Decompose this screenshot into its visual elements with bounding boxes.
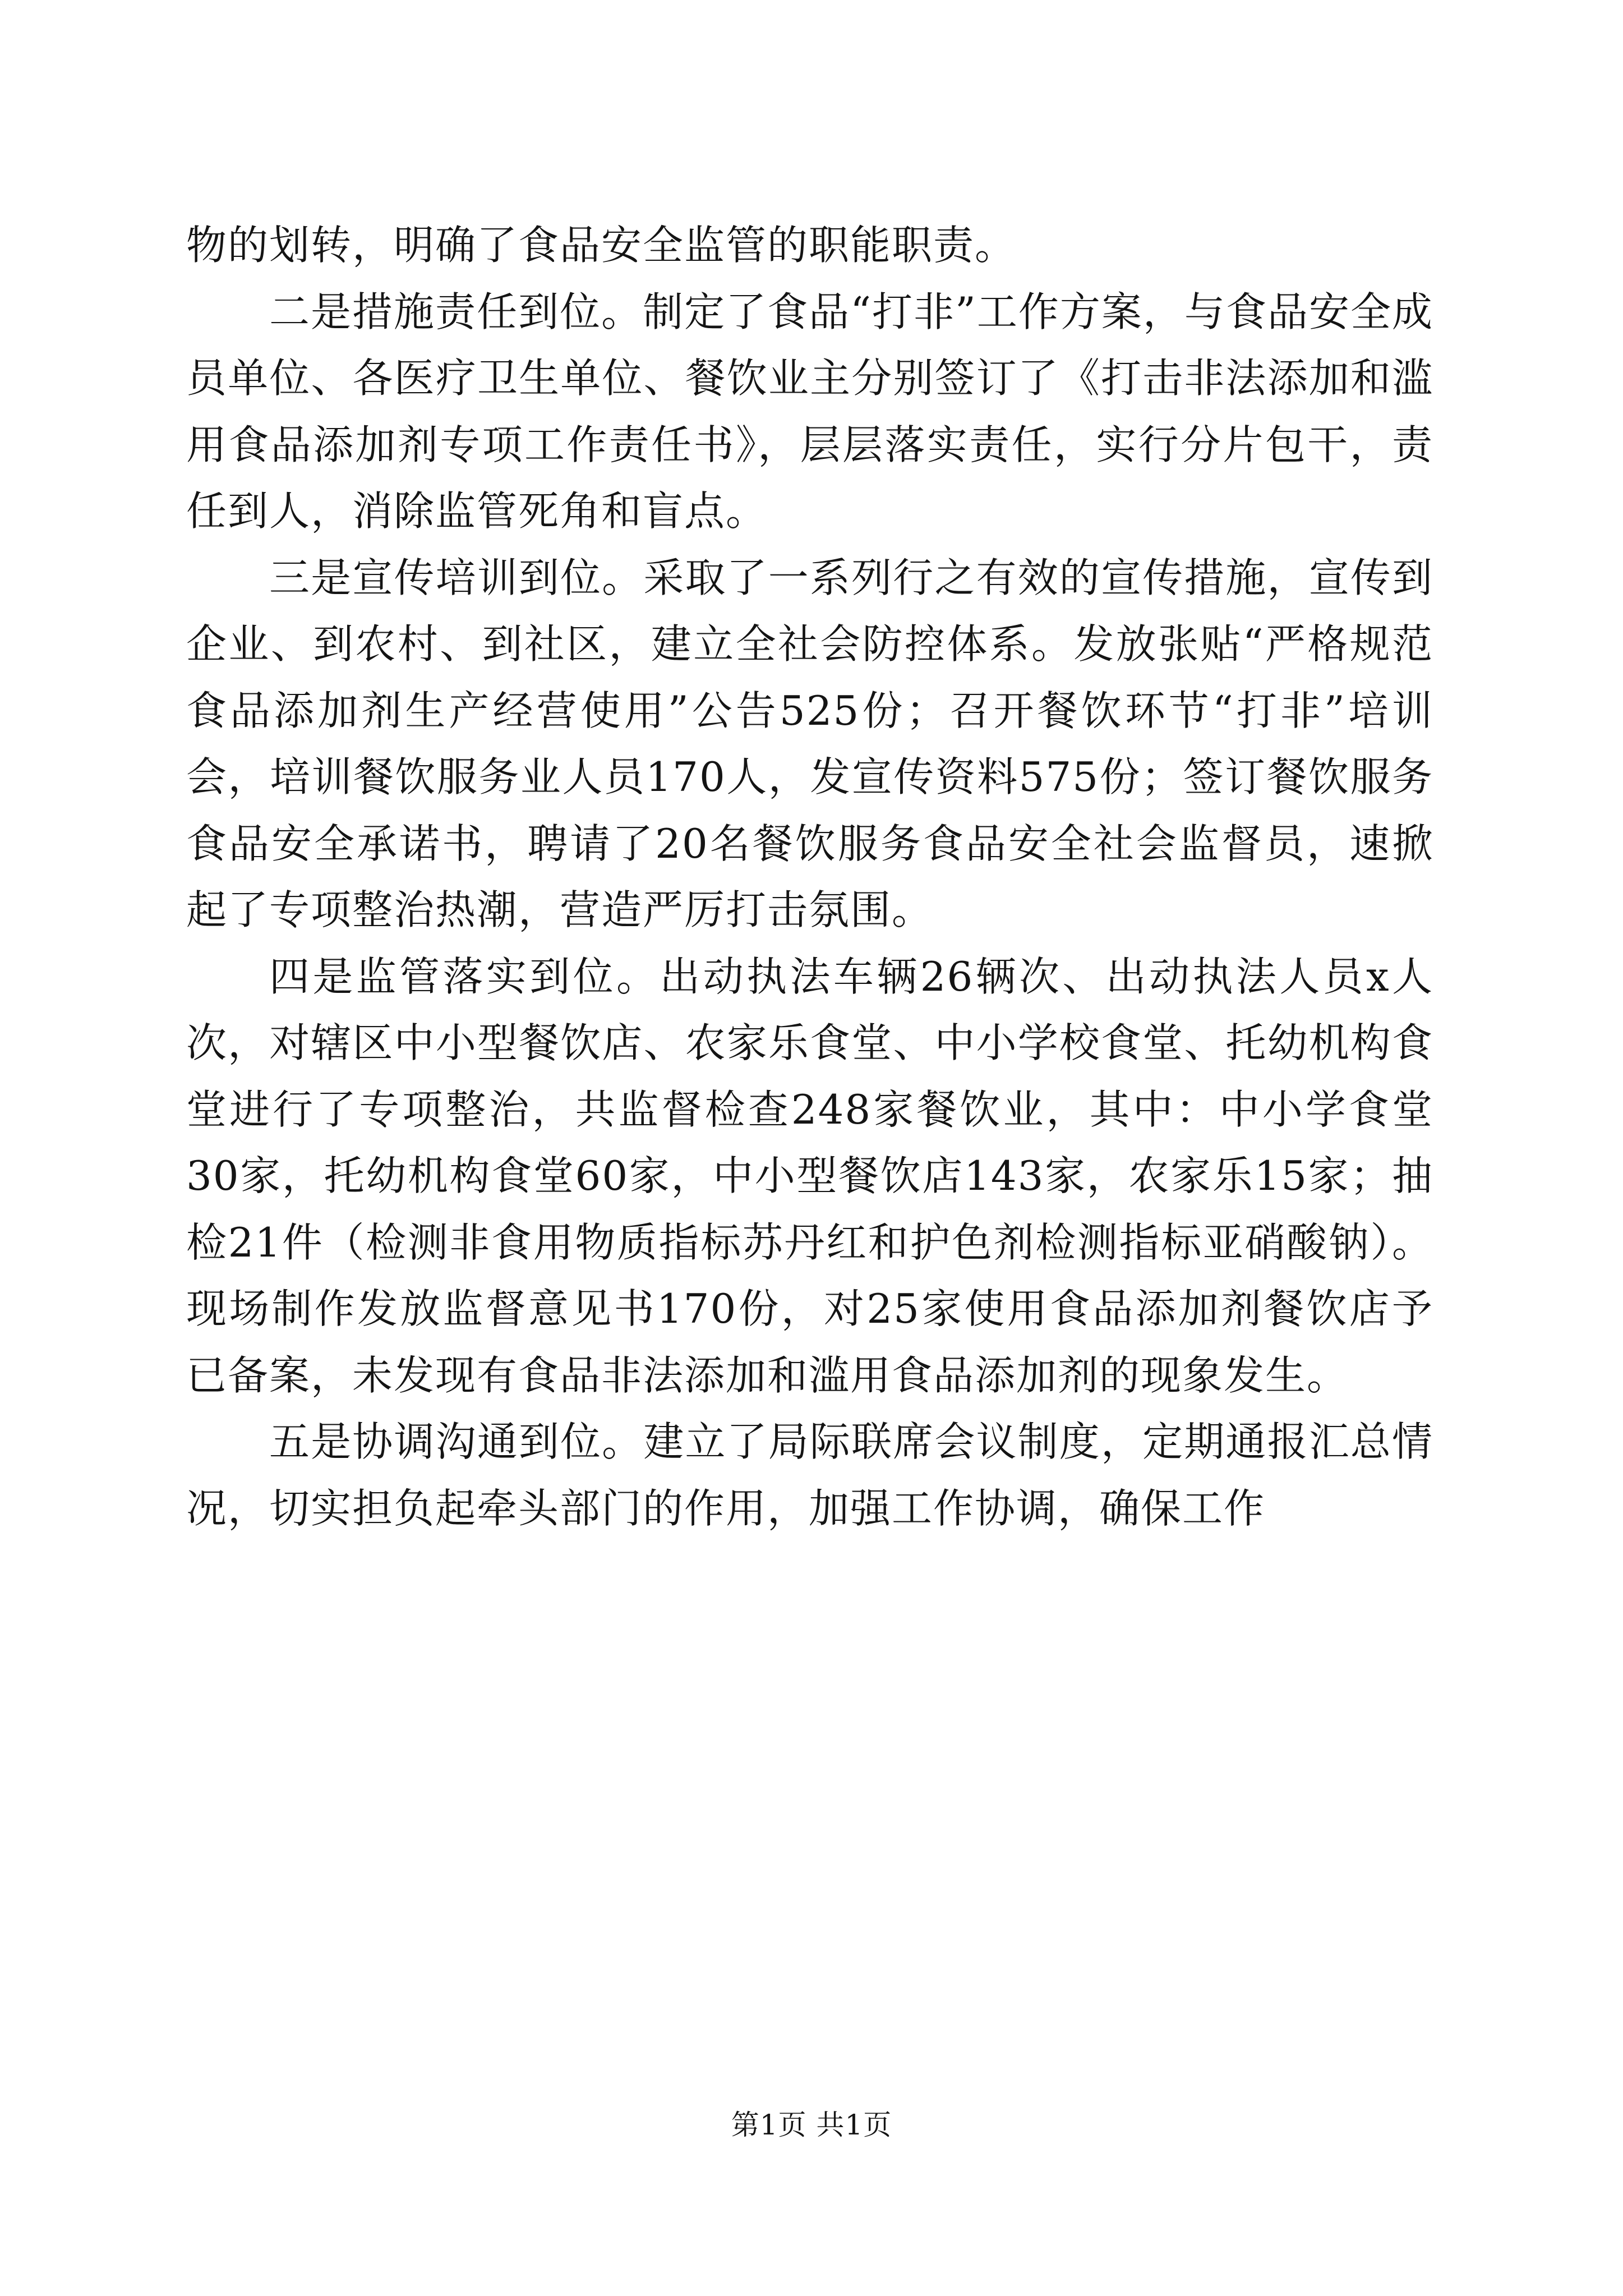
paragraph-continuation: 物的划转，明确了食品安全监管的职能职责。 [186,222,1017,269]
document-body [186,212,1433,1542]
page-footer: 第1页 共1页 [731,2109,892,2141]
paragraph-coordination: 五是协调沟通到位。建立了局际联席会议制度，定期通报汇总情况，切实担负起牵头部门的作用，加强工作协调，确保工作 [186,1418,1433,1532]
paragraph-publicity-training: 三是宣传培训到位。采取了一系列行之有效的宣传措施，宣传到企业、到农村、到社区，建立全社会防控体系。发放张贴“严格规范食品添加剂生产经营使用”公告525份；召开餐饮环节“打非”培训会，培训餐饮服务业人员170人，发宣传资料575份；签订餐饮服务食品安全承诺书，聘请了20名餐饮服务食品安全社会监督员，速掀起了专项整治热潮，营造严厉打击氛围。 [186,554,1433,933]
paragraph-supervision: 四是监管落实到位。出动执法车辆26辆次、出动执法人员x人次，对辖区中小型餐饮店、农家乐食堂、中小学校食堂、托幼机构食堂进行了专项整治，共监督检查248家餐饮业，其中：中小学食堂30家，托幼机构食堂60家，中小型餐饮店143家，农家乐15家；抽检21件（检测非食用物质指标苏丹红和护色剂检测指标亚硝酸钠）。现场制作发放监督意见书170份，对25家使用食品添加剂餐饮店予已备案，未发现有食品非法添加和滥用食品添加剂的现象发生。 [186,953,1433,1399]
paragraph-measures-responsibility: 二是措施责任到位。制定了食品“打非”工作方案，与食品安全成员单位、各医疗卫生单位、餐饮业主分别签订了《打击非法添加和滥用食品添加剂专项工作责任书》，层层落实责任，实行分片包干，责任到人，消除监管死角和盲点。 [186,288,1433,535]
